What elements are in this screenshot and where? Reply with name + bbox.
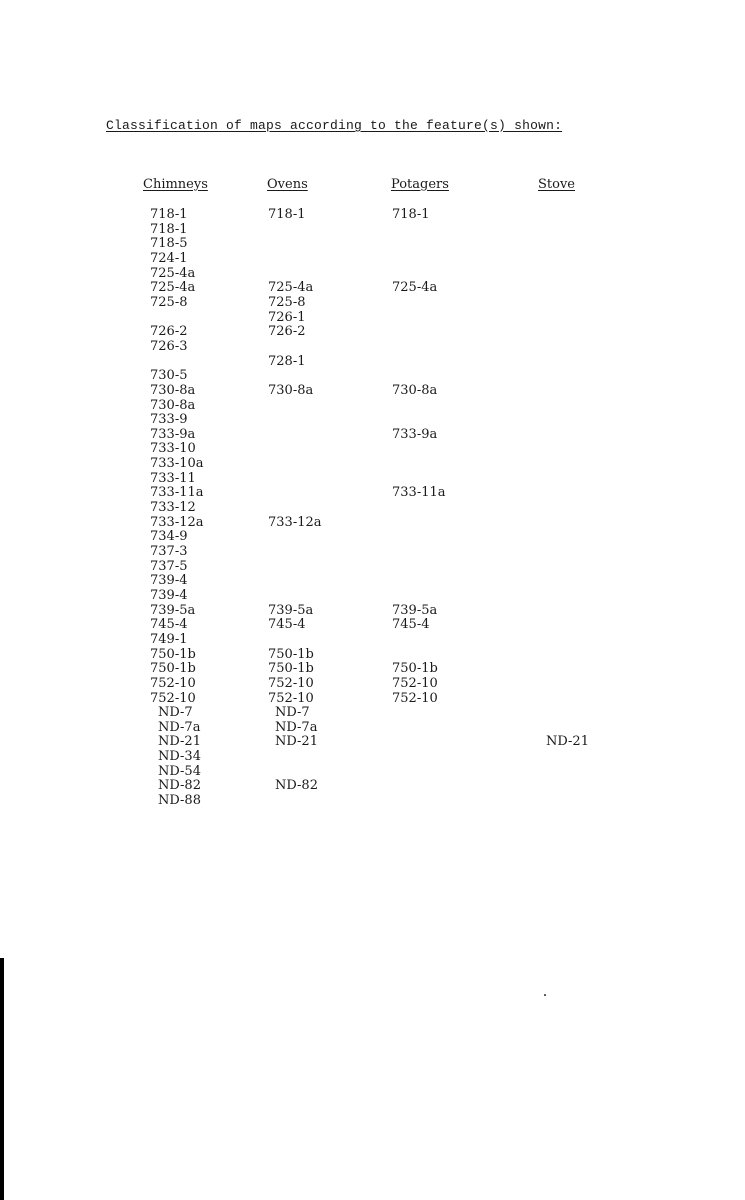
potagers-entry: 739-5a xyxy=(392,602,438,618)
ovens-entry: ND-7 xyxy=(275,705,310,721)
ovens-entry: 750-1b xyxy=(268,661,314,677)
ovens-entry: 739-5a xyxy=(268,602,314,618)
chimneys-entry: 730-8a xyxy=(150,397,196,413)
chimneys-entry: ND-21 xyxy=(158,734,201,750)
ovens-entry: 752-10 xyxy=(268,675,314,691)
potagers-entry: 718-1 xyxy=(392,207,430,222)
stove-entry: ND-21 xyxy=(546,734,589,750)
ovens-entry: 725-4a xyxy=(268,280,314,296)
chimneys-entry: 733-11 xyxy=(150,470,196,486)
chimneys-entry: 733-10a xyxy=(150,456,204,472)
chimneys-entry: 724-1 xyxy=(150,250,188,266)
chimneys-entry: 725-4a xyxy=(150,265,196,281)
page-heading: Classification of maps according to the feature(s) shown: xyxy=(106,118,563,133)
scan-speck xyxy=(544,994,546,996)
chimneys-entry: 739-5a xyxy=(150,602,196,618)
column-header-ovens: Ovens xyxy=(267,177,308,192)
chimneys-entry: 737-5 xyxy=(150,558,188,574)
chimneys-entry: ND-88 xyxy=(158,793,201,808)
ovens-entry: 752-10 xyxy=(268,690,314,706)
chimneys-entry: 718-1 xyxy=(150,221,188,237)
potagers-entry: 733-11a xyxy=(392,485,446,501)
chimneys-entry: 730-8a xyxy=(150,382,196,398)
chimneys-entry: 733-11a xyxy=(150,485,204,501)
chimneys-entry: 750-1b xyxy=(150,646,196,662)
chimneys-entry: 718-5 xyxy=(150,236,188,252)
chimneys-entry: 745-4 xyxy=(150,617,188,633)
column-header-potagers: Potagers xyxy=(391,177,449,192)
chimneys-entry: 752-10 xyxy=(150,690,196,706)
column-header-stove: Stove xyxy=(538,177,575,192)
chimneys-entry: ND-7a xyxy=(158,719,201,735)
chimneys-entry: 726-2 xyxy=(150,324,188,340)
ovens-entry: 726-1 xyxy=(268,309,306,325)
chimneys-entry: 737-3 xyxy=(150,544,188,559)
chimneys-entry: 739-4 xyxy=(150,587,188,603)
potagers-entry: 750-1b xyxy=(392,661,438,677)
chimneys-entry: 733-12a xyxy=(150,514,204,530)
chimneys-entry: 718-1 xyxy=(150,207,188,222)
ovens-entry: 750-1b xyxy=(268,646,314,662)
ovens-entry: 745-4 xyxy=(268,617,306,633)
potagers-entry: 733-9a xyxy=(392,426,438,442)
chimneys-entry: 750-1b xyxy=(150,661,196,677)
ovens-entry: 725-8 xyxy=(268,294,306,310)
column-header-chimneys: Chimneys xyxy=(143,177,208,192)
chimneys-entry: ND-54 xyxy=(158,763,201,779)
ovens-entry: ND-7a xyxy=(275,719,318,735)
chimneys-entry: 733-9 xyxy=(150,412,188,428)
potagers-entry: 752-10 xyxy=(392,675,438,691)
chimneys-entry: ND-34 xyxy=(158,749,201,765)
ovens-entry: 718-1 xyxy=(268,207,306,222)
potagers-entry: 752-10 xyxy=(392,690,438,706)
potagers-entry: 730-8a xyxy=(392,382,438,398)
potagers-entry: 725-4a xyxy=(392,280,438,296)
chimneys-entry: 734-9 xyxy=(150,529,188,545)
chimneys-entry: ND-7 xyxy=(158,705,193,721)
chimneys-entry: 733-12 xyxy=(150,500,196,515)
chimneys-entry: 733-9a xyxy=(150,426,196,442)
chimneys-entry: 725-4a xyxy=(150,280,196,296)
chimneys-entry: 739-4 xyxy=(150,573,188,589)
chimneys-entry: ND-82 xyxy=(158,778,201,794)
chimneys-entry: 726-3 xyxy=(150,338,188,354)
potagers-entry: 745-4 xyxy=(392,617,430,633)
ovens-entry: 726-2 xyxy=(268,324,306,340)
ovens-entry: 730-8a xyxy=(268,382,314,398)
chimneys-entry: 733-10 xyxy=(150,441,196,457)
chimneys-entry: 749-1 xyxy=(150,631,188,647)
ovens-entry: 733-12a xyxy=(268,514,322,530)
ovens-entry: 728-1 xyxy=(268,353,306,369)
ovens-entry: ND-21 xyxy=(275,734,318,750)
chimneys-entry: 730-5 xyxy=(150,368,188,384)
chimneys-entry: 725-8 xyxy=(150,294,188,310)
scan-edge-mark xyxy=(0,958,4,1200)
chimneys-entry: 752-10 xyxy=(150,675,196,691)
ovens-entry: ND-82 xyxy=(275,778,318,794)
